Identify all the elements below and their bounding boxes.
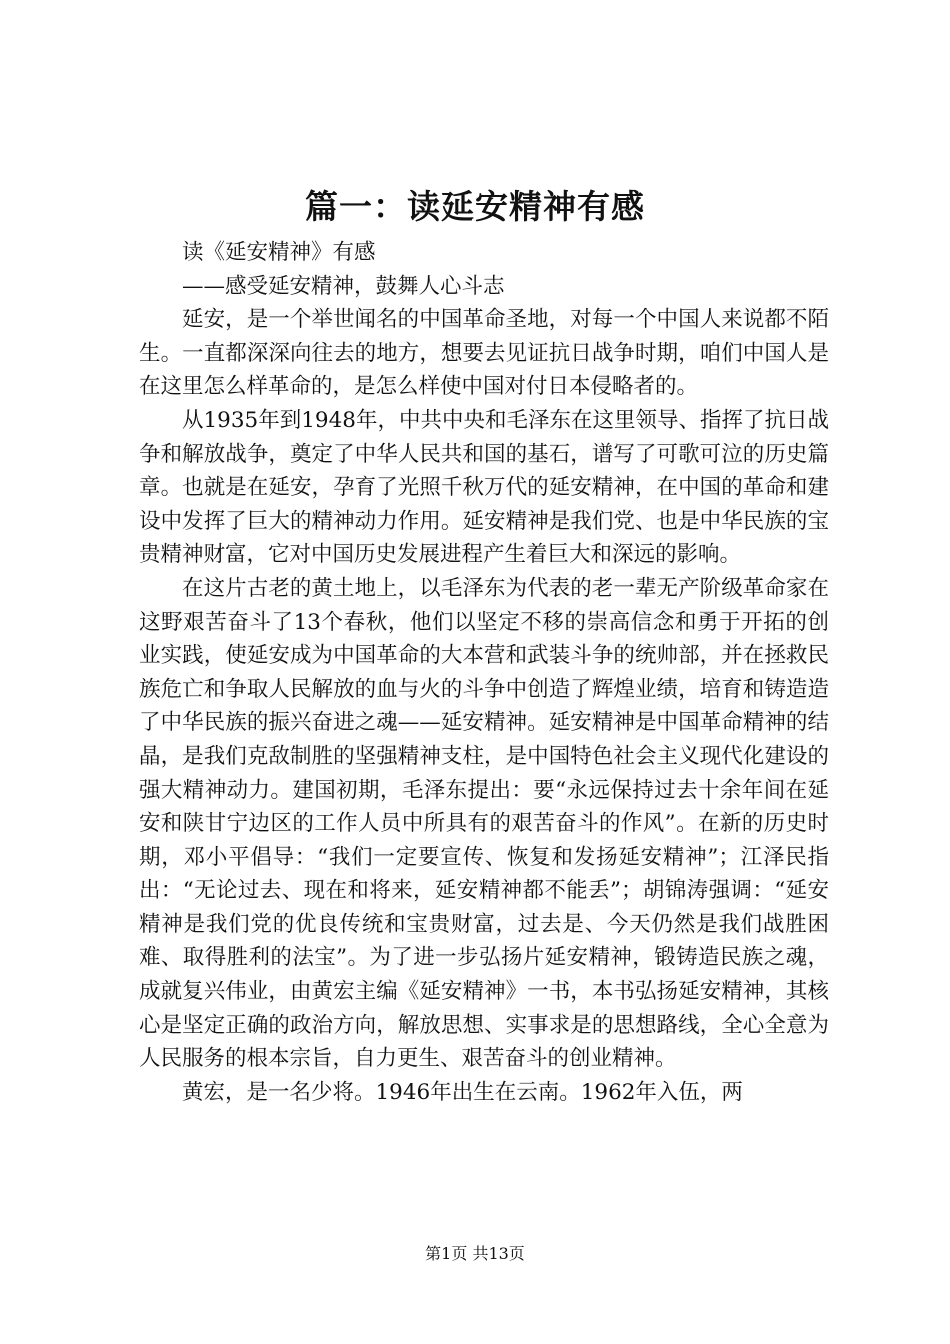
paragraph: 黄宏，是一名少将。1946年出生在云南。1962年入伍，两 (182, 1079, 743, 1105)
paragraph-subtitle: ——感受延安精神，鼓舞人心斗志 (182, 273, 505, 299)
paragraph: 从1935年到1948年，中共中央和毛泽东在这里领导、指挥了抗日战争和解放战争，奠定了中华人民共和国的基石，谱写了可歌可泣的历史篇章。也就是在延安，孕育了光照千秋万代的延安精神，在中国的革命和建设中发挥了巨大的精神动力作用。延安精神是我们党、也是中华民族的宝贵精神财富，它对中国历史发展进程产生着巨大和深远的影响。 (139, 407, 829, 568)
paragraph: 在这片古老的黄土地上，以毛泽东为代表的老一辈无产阶级革命家在这野艰苦奋斗了13个春秋，他们以坚定不移的崇高信念和勇于开拓的创业实践，使延安成为中国革命的大本营和武装斗争的统帅部，并在拯救民族危亡和争取人民解放的血与火的斗争中创造了辉煌业绩，培育和铸造造了中华民族的振兴奋进之魂——延安精神。延安精神是中国革命精神的结晶，是我们克敌制胜的坚强精神支柱，是中国特色社会主义现代化建设的强大精神动力。建国初期，毛泽东提出：要“永远保持过去十余年间在延安和陕甘宁边区的工作人员中所具有的艰苦奋斗的作风”。在新的历史时期，邓小平倡导：“我们一定要宣传、恢复和发扬延安精神”；江泽民指出：“无论过去、现在和将来，延安精神都不能丢”；胡锦涛强调：“延安精神是我们党的优良传统和宝贵财富，过去是、今天仍然是我们战胜困难、取得胜利的法宝”。为了进一步弘扬片延安精神，锻铸造民族之魂，成就复兴伟业，由黄宏主编《延安精神》一书，本书弘扬延安精神，其核心是坚定正确的政治方向，解放思想、实事求是的思想路线，全心全意为人民服务的根本宗旨，自力更生、艰苦奋斗的创业精神。 (139, 575, 829, 1072)
document-title: 篇一：读延安精神有感 (305, 187, 645, 226)
page-number-footer: 第1页 共13页 (425, 1244, 525, 1263)
document-body (139, 236, 829, 1109)
paragraph: 延安，是一个举世闻名的中国革命圣地，对每一个中国人来说都不陌生。一直都深深向往去的地方，想要去见证抗日战争时期，咱们中国人是在这里怎么样革命的，是怎么样使中国对付日本侵略者的。 (139, 307, 829, 400)
paragraph-book-title: 读《延安精神》有感 (182, 240, 376, 265)
